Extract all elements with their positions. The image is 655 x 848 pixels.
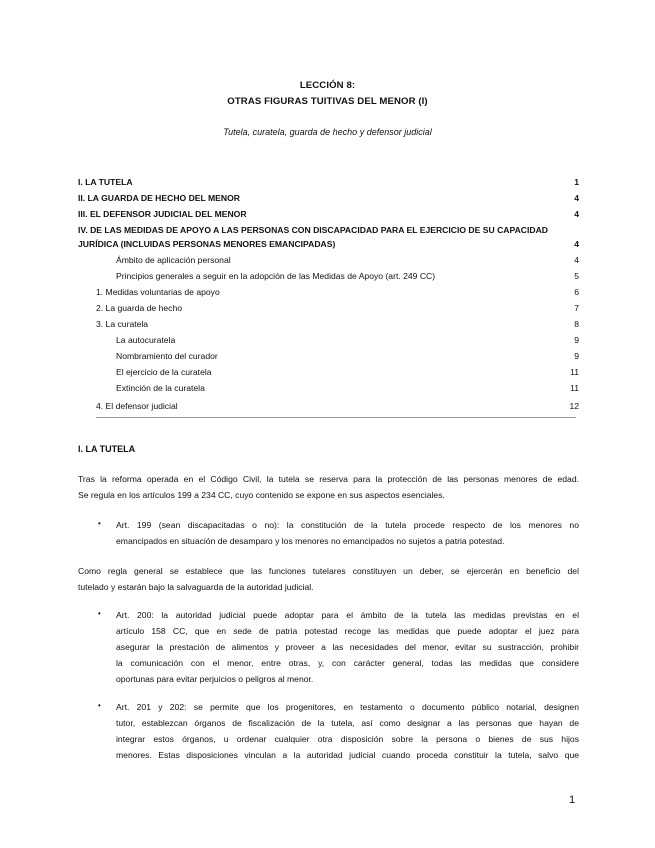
toc-entry-page: 12: [569, 401, 579, 411]
toc-divider: [96, 417, 576, 418]
toc-entry-page: 7: [574, 303, 579, 313]
toc-entry-label: Ámbito de aplicación personal: [116, 255, 231, 265]
toc-entry-page: 9: [574, 351, 579, 361]
section-heading: I. LA TUTELA: [78, 444, 136, 454]
toc-entry-label: IV. DE LAS MEDIDAS DE APOYO A LAS PERSONAS CON DISCAPACIDAD PARA EL EJERCICIO DE SU CAPACIDAD: [78, 225, 549, 235]
toc-entry-page: 11: [570, 367, 579, 377]
paragraph-line: asegurar la prestación de alimentos y proveer a las necesidades del menor, evitar su sustracción, prohibir: [116, 642, 579, 652]
paragraph-line: Art. 199 (sean discapacitadas o no): la constitución de la tutela procede respecto de los menores no: [116, 520, 579, 530]
toc-entry-label: La autocuratela: [116, 335, 176, 345]
toc-entry-label: III. EL DEFENSOR JUDICIAL DEL MENOR: [78, 209, 247, 219]
bullet-icon: •: [98, 609, 101, 618]
paragraph-line: la comunicación con el menor, entre otras, y, con carácter general, todas las medidas que considere: [116, 658, 579, 668]
toc-entry-label: El ejercicio de la curatela: [116, 367, 212, 377]
paragraph-line: oportunas para evitar perjuicios o peligros al menor.: [116, 674, 314, 684]
bullet-icon: •: [98, 519, 101, 528]
page-number: 1: [569, 794, 576, 806]
document-title: OTRAS FIGURAS TUITIVAS DEL MENOR (I): [227, 96, 428, 107]
toc-entry-label: JURÍDICA (INCLUIDAS PERSONAS MENORES EMANCIPADAS): [78, 239, 336, 249]
paragraph-line: Como regla general se establece que las funciones tutelares constituyen un deber, se ejercerán en beneficio del: [78, 566, 579, 576]
toc-entry-label: Extinción de la curatela: [116, 383, 205, 393]
paragraph-line: Art. 201 y 202: se permite que los progenitores, en testamento o documento público notarial, designen: [116, 702, 579, 712]
toc-entry-page: 4: [574, 209, 579, 219]
toc-entry-label: Principios generales a seguir en la adopción de las Medidas de Apoyo (art. 249 CC): [116, 271, 436, 281]
paragraph-line: integrar estos órganos, u ordenar cualquier otra disposición sobre la persona o bienes de sus hijos: [116, 734, 579, 744]
paragraph-line: Se regula en los artículos 199 a 234 CC, cuyo contenido se expone en sus aspectos esenciales.: [78, 490, 445, 500]
toc-entry-label: 2. La guarda de hecho: [96, 303, 183, 313]
lesson-number: LECCIÓN 8:: [299, 80, 356, 91]
toc-entry-page: 9: [574, 335, 579, 345]
toc-entry-page: 4: [574, 193, 579, 203]
paragraph-line: emancipados en situación de desamparo y los menores no emancipados no sujetos a patria potestad.: [116, 536, 505, 546]
toc-entry-label: Nombramiento del curador: [116, 351, 218, 361]
toc-entry-label: 4. El defensor judicial: [96, 401, 178, 411]
toc-entry-label: II. LA GUARDA DE HECHO DEL MENOR: [78, 193, 241, 203]
toc-entry-page: 8: [574, 319, 579, 329]
bullet-icon: •: [98, 701, 101, 710]
paragraph-line: tutor, establezcan órganos de fiscalización de la tutela, así como designar a las personas que hayan de: [116, 718, 579, 728]
toc-entry-page: 6: [574, 287, 579, 297]
paragraph-line: menores. Estas disposiciones vinculan a la autoridad judicial cuando proceda constituir la tutela, salvo que: [116, 750, 579, 760]
toc-entry-page: 4: [574, 239, 579, 249]
toc-entry-label: 3. La curatela: [96, 319, 149, 329]
toc-entry-page: 1: [574, 177, 579, 187]
toc-entry-page: 11: [570, 383, 579, 393]
paragraph-line: artículo 158 CC, que en sede de patria potestad recoge las medidas que puede adoptar el juez para: [116, 626, 579, 636]
paragraph-line: Tras la reforma operada en el Código Civil, la tutela se reserva para la protección de las personas menores de edad.: [78, 474, 579, 484]
paragraph-line: tutelado y estarán bajo la salvaguarda de la autoridad judicial.: [78, 582, 314, 592]
toc-entry-label: I. LA TUTELA: [78, 177, 133, 187]
toc-entry-label: 1. Medidas voluntarias de apoyo: [96, 287, 220, 297]
toc-entry-page: 5: [574, 271, 579, 281]
paragraph-line: Art. 200: la autoridad judicial puede adoptar para el ámbito de la tutela las medidas previstas en el: [116, 610, 579, 620]
toc-entry-page: 4: [574, 255, 579, 265]
document-subtitle: Tutela, curatela, guarda de hecho y defensor judicial: [223, 127, 432, 137]
